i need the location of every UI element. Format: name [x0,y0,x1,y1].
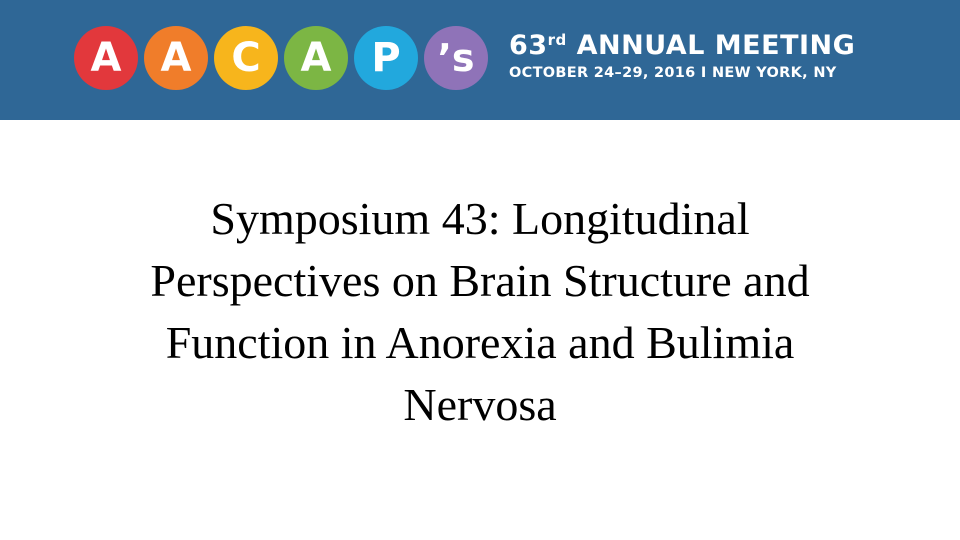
logo-letter-s: ’s [424,26,488,90]
title-line-3: Function in Anorexia and Bulimia [165,317,795,368]
slide-title [60,188,900,436]
title-line-2: Perspectives on Brain Structure and [150,255,810,306]
aacap-logo [74,26,488,90]
logo-letter-p: P [354,26,418,90]
meeting-title [509,30,855,61]
meeting-number: 63 [509,30,548,61]
logo-letter-a3: A [284,26,348,90]
header-banner [0,0,960,120]
title-line-4: Nervosa [403,379,557,430]
meeting-details: OCTOBER 24–29, 2016 I NEW YORK, NY [509,65,837,81]
logo-letter-a1: A [74,26,138,90]
logo-letter-a2: A [144,26,208,90]
meeting-name: ANNUAL MEETING [576,30,856,61]
meeting-suffix: rd [547,31,567,49]
logo-letter-c: C [214,26,278,90]
title-line-1: Symposium 43: Longitudinal [210,193,750,244]
meeting-info [509,30,855,81]
